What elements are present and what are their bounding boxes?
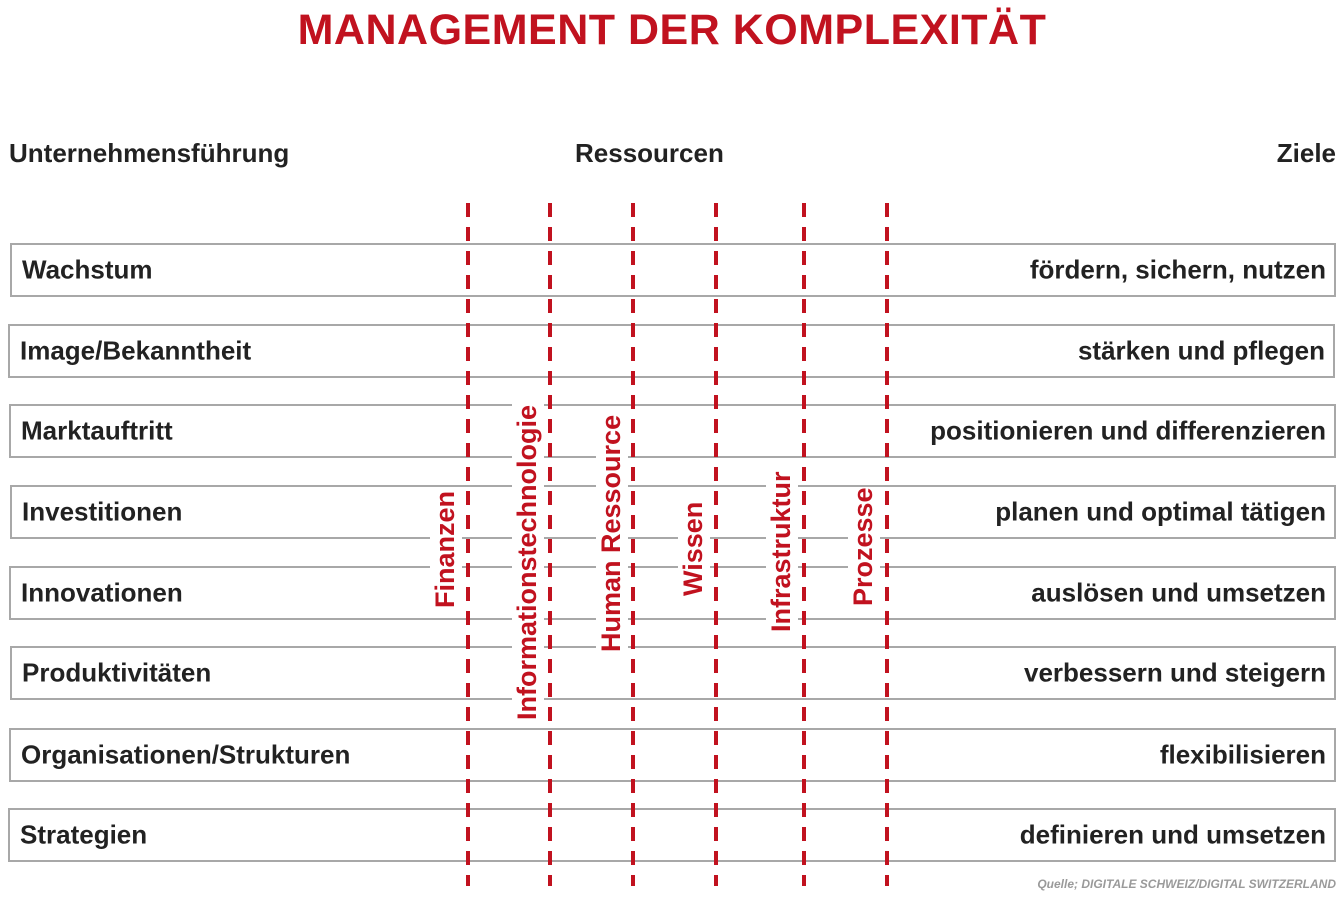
row-label: Innovationen	[21, 577, 183, 608]
row-label: Marktauftritt	[21, 415, 173, 446]
header-unternehmensfuehrung: Unternehmensführung	[9, 138, 290, 168]
source-note: Quelle; DIGITALE SCHWEIZ/DIGITAL SWITZERLAND	[1037, 877, 1336, 891]
resource-line-informationstechnologie	[548, 203, 552, 886]
row-investitionen	[10, 485, 1336, 539]
row-innovationen	[9, 566, 1336, 620]
row-label: Image/Bekanntheit	[20, 335, 252, 366]
resource-label-prozesse: Prozesse	[848, 487, 878, 606]
row-label: Organisationen/Strukturen	[21, 739, 351, 770]
header-ressourcen: Ressourcen	[575, 138, 724, 168]
header-ziele: Ziele	[1276, 138, 1336, 168]
resource-label-informationstechnologie: Informationstechnologie	[512, 404, 542, 720]
row-goal: planen und optimal tätigen	[995, 496, 1326, 527]
row-goal: positionieren und differenzieren	[930, 415, 1326, 446]
row-organisationen-strukturen	[9, 728, 1336, 782]
resource-line-human-ressource	[631, 203, 635, 886]
row-label: Wachstum	[22, 254, 153, 285]
resource-label-human-ressource: Human Ressource	[596, 414, 626, 652]
row-label: Investitionen	[22, 496, 183, 527]
row-goal: flexibilisieren	[1159, 739, 1326, 770]
diagram-title: MANAGEMENT DER KOMPLEXITÄT	[297, 6, 1047, 54]
row-wachstum	[10, 243, 1336, 297]
resource-line-infrastruktur	[802, 203, 806, 886]
resource-label-finanzen: Finanzen	[430, 490, 460, 608]
resource-line-wissen	[714, 203, 718, 886]
row-marktauftritt	[9, 404, 1336, 458]
row-label: Strategien	[20, 819, 148, 850]
row-goal: verbessern und steigern	[1024, 657, 1326, 688]
row-label: Produktivitäten	[22, 657, 212, 688]
row-goal: auslösen und umsetzen	[1031, 577, 1326, 608]
row-goal: stärken und pflegen	[1077, 335, 1325, 366]
resource-line-finanzen	[466, 203, 470, 886]
resource-label-wissen: Wissen	[678, 501, 708, 596]
row-goal: fördern, sichern, nutzen	[1029, 254, 1326, 285]
row-image-bekanntheit	[8, 324, 1335, 378]
resource-label-infrastruktur: Infrastruktur	[766, 471, 796, 632]
row-goal: definieren und umsetzen	[1019, 819, 1326, 850]
resource-line-prozesse	[885, 203, 889, 886]
row-produktivitaeten	[10, 646, 1336, 700]
row-strategien	[8, 808, 1336, 862]
